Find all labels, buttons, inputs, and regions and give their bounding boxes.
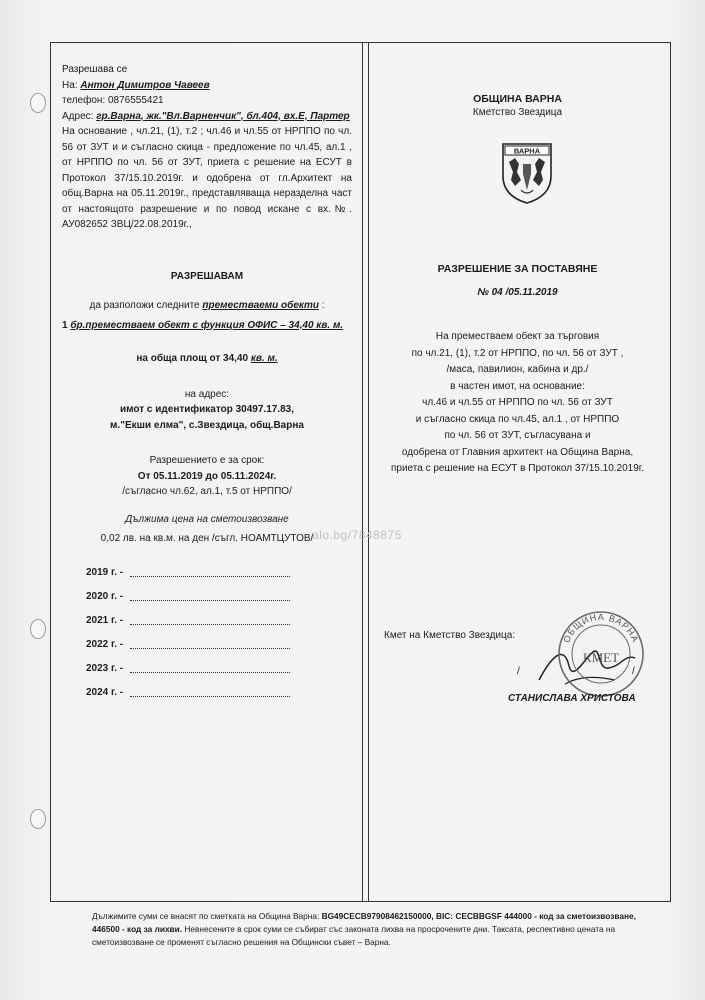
permit-body-line: в частен имот, на основание: bbox=[450, 380, 585, 392]
term-dates: От 05.11.2019 до 05.11.2024г. bbox=[137, 470, 277, 482]
column-divider bbox=[362, 42, 363, 902]
year-list bbox=[62, 561, 352, 705]
intro-text: Разрешава се bbox=[62, 64, 128, 75]
signature-slash-left: / bbox=[517, 666, 520, 677]
municipality-name: ОБЩИНА ВАРНА bbox=[473, 93, 562, 105]
recipient-line: На: Антон Димитров Чавеев bbox=[62, 79, 210, 91]
recipient-name: Антон Димитров Чавеев bbox=[80, 79, 210, 91]
left-column bbox=[62, 62, 352, 705]
mayoralty-name: Кметство Звездица bbox=[472, 107, 563, 118]
stamp-top-text: ОБЩИНА ВАРНА bbox=[561, 611, 641, 645]
fee-value: 0,02 лв. на кв.м. на ден /съгл. НОАМТЦУТОВ/ bbox=[100, 533, 314, 544]
svg-text:ОБЩИНА ВАРНА bbox=[561, 612, 641, 644]
year-row: 2019 г. - bbox=[86, 561, 352, 585]
phone-line: телефон: 0876555421 bbox=[62, 95, 164, 106]
permit-body-line: одобрена от Главния архитект на Община Варна, bbox=[401, 446, 634, 458]
permit-body-line: по чл. 56 от ЗУТ, съгласувана и bbox=[444, 430, 591, 441]
footer-note: Дължимите суми се внасят по сметката на Община Варна: BG49CECB97908462150000, BIC: CECBBGSF 444000 - код за сметоизвозване, 446500 - код за лихви. Невнесените в срок суми се събират със законата лихва на просрочените дни. Таксата, респективно цената на сметоизвозване се променят съгласно решения на Общински съвет – Варна. bbox=[92, 911, 636, 947]
mayor-name: СТАНИСЛАВА ХРИСТОВА bbox=[508, 693, 636, 704]
year-row: 2021 г. - bbox=[86, 609, 352, 633]
year-row: 2020 г. - bbox=[86, 585, 352, 609]
year-row: 2022 г. - bbox=[86, 633, 352, 657]
placement-line: да разположи следните преместваеми обекти : bbox=[89, 300, 325, 311]
address-value: гр.Варна, жк."Вл.Варненчик", бл.404, вх.Е, Партер bbox=[96, 110, 350, 122]
permit-body-line: На преместваем обект за търговия bbox=[435, 331, 600, 342]
placement-objects: преместваеми обекти bbox=[202, 300, 319, 311]
year-row: 2024 г. - bbox=[86, 681, 352, 705]
object-item: 1 бр.преместваем обект с функция ОФИС – 34,40 кв. м. bbox=[62, 319, 344, 331]
permit-number: № 04 /05.11.2019 bbox=[477, 287, 558, 298]
crest-label: ВАРНА bbox=[513, 146, 541, 156]
varna-crest-icon bbox=[497, 140, 557, 206]
fee-heading: Дължима цена на сметоизвозване bbox=[125, 513, 289, 525]
punch-hole bbox=[30, 93, 46, 113]
term-heading: Разрешението е за срок: bbox=[149, 455, 265, 466]
area-line: на обща площ от 34,40 кв. м. bbox=[136, 353, 278, 364]
permit-body-line: и съгласно скица по чл.45, ал.1 , от НРППО bbox=[415, 413, 620, 425]
year-row: 2023 г. - bbox=[86, 657, 352, 681]
permit-body-line: по чл.21, (1), т.2 от НРППО, по чл. 56 от ЗУТ , bbox=[411, 347, 624, 359]
watermark: alo.bg/7848875 bbox=[312, 528, 402, 542]
permit-body-line: приета с решение на ЕСУТ в Протокол 37/15.10.2019г. bbox=[390, 463, 644, 474]
locality: м."Екши елма", с.Звездица, общ.Варна bbox=[110, 419, 304, 431]
stamp-center-text: КМЕТ bbox=[582, 650, 620, 665]
object-description: бр.преместваем обект с функция ОФИС – 34,40 кв. м. bbox=[70, 319, 344, 331]
permit-body-line: /маса, павилион, кабина и др./ bbox=[446, 364, 589, 375]
column-divider bbox=[368, 42, 369, 902]
term-basis: /съгласно чл.62, ал.1, т.5 от НРППО/ bbox=[122, 486, 292, 497]
punch-hole bbox=[30, 809, 46, 829]
mayor-label: Кмет на Кметство Звездица: bbox=[384, 630, 516, 641]
permit-body bbox=[380, 329, 655, 478]
punch-hole bbox=[30, 619, 46, 639]
legal-basis: На основание , чл.21, (1), т.2 ; чл.46 и чл.55 от НРППО по чл. 56 от ЗУТ и и съгласно скица - предложение по чл.45, ал.1 , от НРППО по чл. 56 от ЗУТ, приета с решение на ЕСУТ в Протокол 37/15.10.2019г. и одобрена от гл.Архитект на общ.Варна на 05.11.2019г., представляваща неразделна част от настоящото разрешение и по повод искане с вх.№. АУ082652 ЗВЦ/22.08.2019г., bbox=[62, 126, 352, 230]
official-stamp-icon bbox=[555, 608, 647, 700]
address-heading: на адрес: bbox=[184, 388, 230, 400]
permit-heading: РАЗРЕШАВАМ bbox=[170, 270, 244, 282]
signature-slash-right: / bbox=[632, 666, 635, 677]
permit-body-line: чл.46 и чл.55 от НРППО по чл. 56 от ЗУТ bbox=[422, 397, 613, 408]
permit-title: РАЗРЕШЕНИЕ ЗА ПОСТАВЯНЕ bbox=[437, 263, 598, 275]
address-line: Адрес: гр.Варна, жк."Вл.Варненчик", бл.404, вх.Е, Партер bbox=[62, 110, 350, 122]
property-id: имот с идентификатор 30497.17.83, bbox=[119, 404, 295, 415]
